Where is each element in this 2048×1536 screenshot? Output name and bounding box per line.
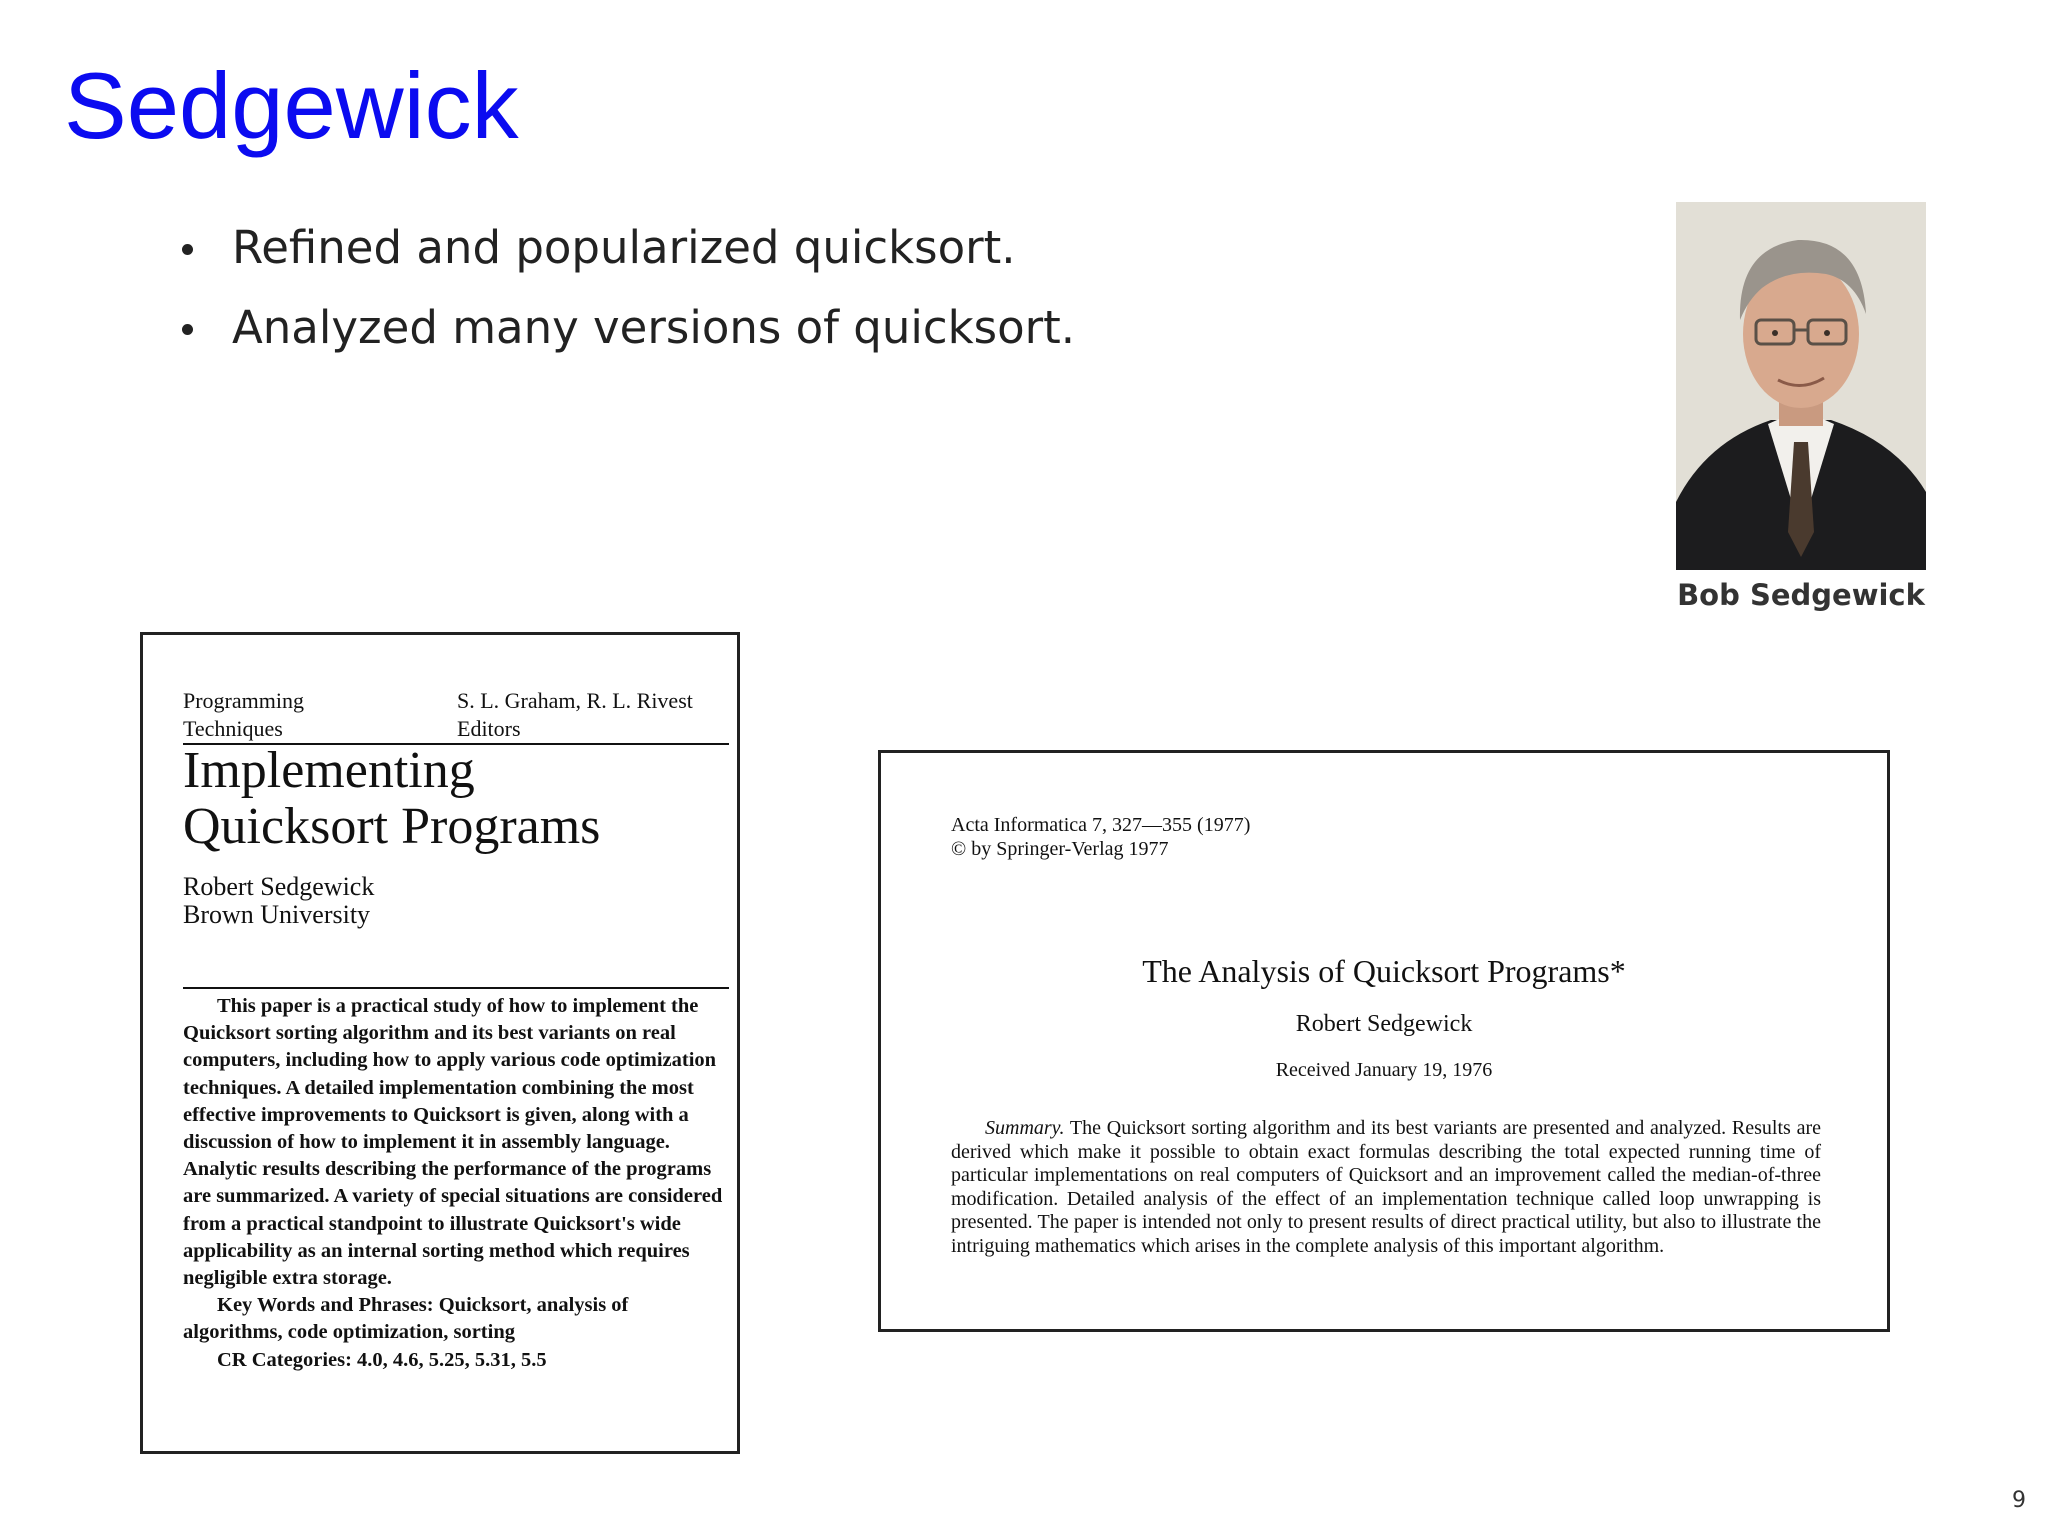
paper1-title-line: Quicksort Programs: [183, 798, 601, 855]
bullet-dot-icon: [182, 324, 193, 335]
slide-title: Sedgewick: [64, 53, 519, 158]
paper1-title: [183, 743, 600, 855]
paper1-editors: [457, 687, 693, 743]
bullet-dot-icon: [182, 244, 193, 255]
paper2-summary-label: Summary.: [985, 1117, 1065, 1139]
paper1-abstract: This paper is a practical study of how to implement the Quicksort sorting algorithm and its best variants on real computers, including how to apply various code optimization techniques. A detailed implementation combining the most effective improvements to Quicksort is given, along with a discussion of how to implement it in assembly language. Analytic results describing the performance of the programs are summarized. A variety of special situations are considered from a practical standpoint to illustrate Quicksort's wide applicability as an internal sorting method which requires negligible extra storage.: [183, 995, 723, 1290]
bullet-item: [178, 298, 1075, 378]
paper2-received-date: Received January 19, 1976: [1275, 1059, 1493, 1081]
paper2-journal-info: [951, 813, 1250, 861]
paper-cacm-scan: [140, 632, 740, 1454]
paper1-editors-label: Editors: [457, 716, 521, 741]
paper1-section-line: Techniques: [183, 716, 283, 741]
paper1-keywords: Key Words and Phrases: Quicksort, analysis of algorithms, code optimization, sorting: [183, 1294, 629, 1344]
paper2-copyright: © by Springer-Verlag 1977: [951, 838, 1169, 860]
paper2-citation: Acta Informatica 7, 327—355 (1977): [951, 814, 1251, 836]
paper1-editors-names: S. L. Graham, R. L. Rivest: [457, 688, 693, 713]
paper1-author: Robert Sedgewick: [183, 872, 375, 901]
portrait-photo: [1676, 202, 1926, 570]
paper1-title-line: Implementing: [183, 742, 475, 799]
bullet-text: Refined and popularized quicksort.: [232, 221, 1016, 274]
paper1-section-label: [183, 687, 304, 743]
paper2-author: Robert Sedgewick: [1295, 1011, 1473, 1037]
paper2-summary: [951, 1117, 1821, 1259]
paper1-cr-categories: CR Categories: 4.0, 4.6, 5.25, 5.31, 5.5: [217, 1348, 547, 1371]
bullet-text: Analyzed many versions of quicksort.: [232, 301, 1076, 354]
page-number: 9: [2012, 1488, 2026, 1513]
portrait-illustration: [1676, 202, 1926, 570]
paper1-abstract-block: [183, 993, 723, 1374]
paper1-byline: [183, 873, 374, 929]
paper2-summary-text: The Quicksort sorting algorithm and its best variants are presented and analyzed. Results are derived which make it possible to obtain exact formulas describing the total expected running time of particular implementations on real computers of Quicksort and an improvement called the median-of-three modification. Detailed analysis of the effect of an implementation technique called loop unwrapping is presented. The paper is intended not only to present results of direct practical utility, but also to illustrate the intriguing mathematics which arises in the complete analysis of this important algorithm.: [951, 1117, 1822, 1257]
portrait-caption: Bob Sedgewick: [1677, 578, 1925, 612]
paper2-title: The Analysis of Quicksort Programs*: [1142, 953, 1626, 989]
bullet-list: [178, 218, 1075, 378]
paper1-section-line: Programming: [183, 688, 304, 713]
bullet-item: [178, 218, 1075, 298]
paper1-abstract-rule: [183, 987, 729, 989]
paper1-affiliation: Brown University: [183, 900, 371, 929]
paper-acta-scan: [878, 750, 1890, 1332]
